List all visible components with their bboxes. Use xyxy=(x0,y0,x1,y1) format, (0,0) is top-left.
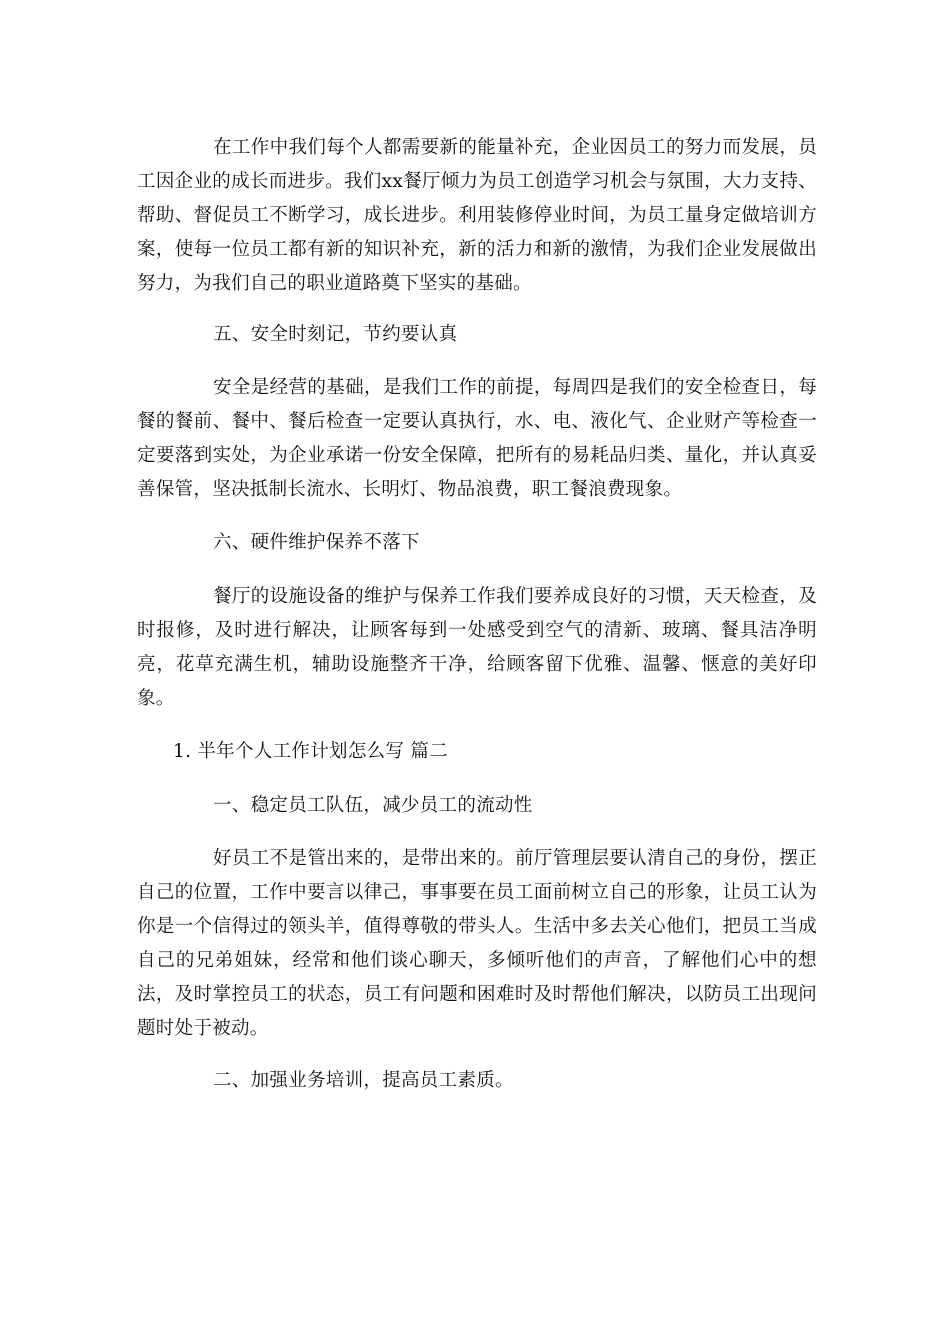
heading-stabilize-staff: 一、稳定员工队伍，减少员工的流动性 xyxy=(213,795,533,816)
paragraph-hardware: 餐厅的设施设备的维护与保养工作我们要养成良好的习惯，天天检查，及时报修，及时进行解决，让顾客每到一处感受到空气的清新、玻璃、餐具洁净明亮，花草充满生机，辅助设施整齐干净，给顾客留下优雅、温馨、惬意的美好印象。 xyxy=(137,586,817,709)
paragraph-training: 在工作中我们每个人都需要新的能量补充，企业因员工的努力而发展，员工因企业的成长而进步。我们xx餐厅倾力为员工创造学习机会与氛围，大力支持、帮助、督促员工不断学习，成长进步。利用装修停业时间，为员工量身定做培训方案，使每一位员工都有新的知识补充，新的活力和新的激情，为我们企业发展做出努力，为我们自己的职业道路奠下坚实的基础。 xyxy=(137,137,817,294)
paragraph-stabilize-staff: 好员工不是管出来的，是带出来的。前厅管理层要认清自己的身份，摆正自己的位置，工作中要言以律己，事事要在员工面前树立自己的形象，让员工认为你是一个信得过的领头羊，值得尊敬的带头人。生活中多去关心他们，把员工当成自己的兄弟姐妹，经常和他们谈心聊天，多倾听他们的声音，了解他们心中的想法，及时掌控员工的状态，员工有问题和困难时及时帮他们解决，以防员工出现问题时处于被动。 xyxy=(137,848,817,1039)
section-title-part-two: 1. 半年个人工作计划怎么写 篇二 xyxy=(173,741,449,762)
paragraph-safety: 安全是经营的基础，是我们工作的前提，每周四是我们的安全检查日，每餐的餐前、餐中、餐后检查一定要认真执行，水、电、液化气、企业财产等检查一定要落到实处，为企业承诺一份安全保障，把所有的易耗品归类、量化，并认真妥善保管，坚决抵制长流水、长明灯、物品浪费，职工餐浪费现象。 xyxy=(137,377,817,500)
heading-business-training: 二、加强业务培训，提高员工素质。 xyxy=(213,1070,514,1091)
heading-safety: 五、安全时刻记，节约要认真 xyxy=(213,324,458,345)
heading-hardware: 六、硬件维护保养不落下 xyxy=(213,532,420,553)
